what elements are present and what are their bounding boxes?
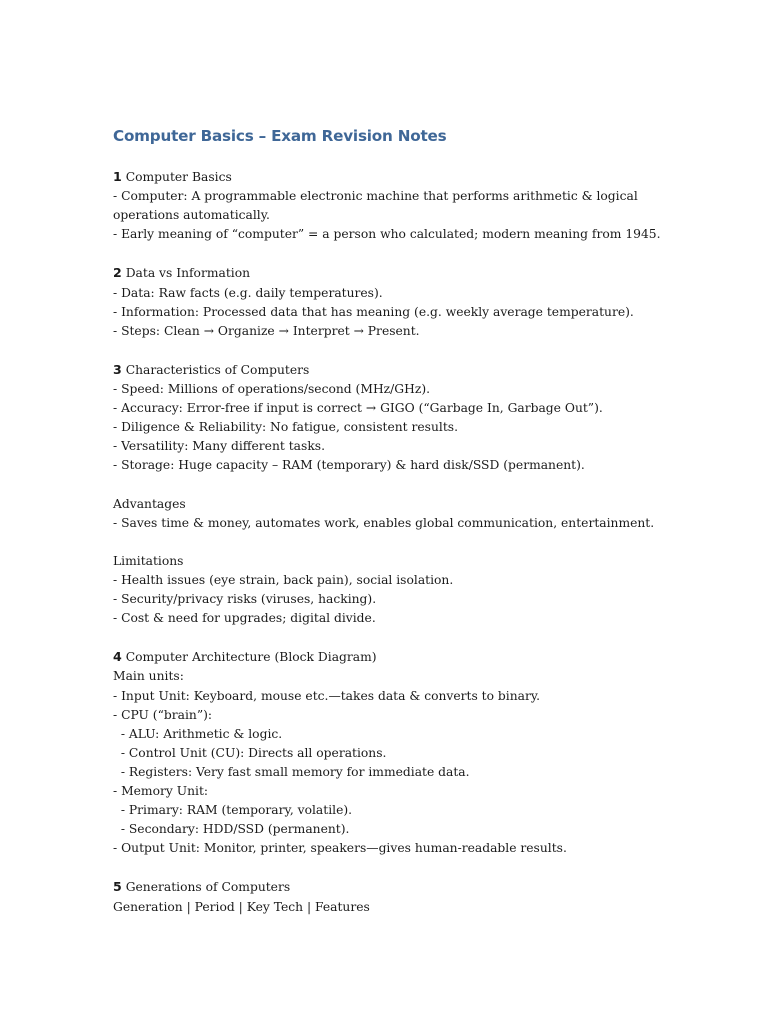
- section-heading: [113, 495, 673, 514]
- text-line: - ALU: Arithmetic & logic.: [113, 726, 283, 741]
- text-line: - Early meaning of “computer” = a person who calculated; modern meaning from 1945.: [113, 227, 661, 242]
- section-limitations: [113, 552, 673, 628]
- document-title: Computer Basics – Exam Revision Notes: [113, 127, 447, 145]
- text-line: - Input Unit: Keyboard, mouse etc.—takes data & converts to binary.: [113, 688, 541, 703]
- text-line: - Security/privacy risks (viruses, hacking).: [113, 592, 377, 607]
- section-heading-text: Computer Basics: [125, 170, 232, 184]
- section-computer-basics: [113, 167, 673, 244]
- text-line: - Data: Raw facts (e.g. daily temperatures).: [113, 285, 383, 300]
- section-computer-architecture-block-diagram: [113, 647, 673, 858]
- section-heading-text: Computer Architecture (Block Diagram): [125, 650, 377, 665]
- section-heading: [113, 360, 673, 380]
- document-body: [113, 125, 673, 936]
- section-advantages: [113, 495, 673, 533]
- section-number: 3: [113, 361, 122, 377]
- text-line: - Control Unit (CU): Directs all operations.: [113, 745, 387, 760]
- text-line: - Diligence & Reliability: No fatigue, consistent results.: [113, 420, 459, 435]
- text-line: - Speed: Millions of operations/second (MHz/GHz).: [113, 382, 431, 397]
- text-line: - Secondary: HDD/SSD (permanent).: [113, 822, 350, 837]
- text-line: - Primary: RAM (temporary, volatile).: [113, 803, 353, 818]
- text-line: - Computer: A programmable electronic machine that performs arithmetic & logical: [113, 189, 638, 204]
- section-number: 2: [113, 265, 122, 281]
- text-line: - Versatility: Many different tasks.: [113, 439, 325, 454]
- section-heading-text: Characteristics of Computers: [125, 362, 310, 377]
- sections-container: [113, 167, 673, 917]
- section-number: 1: [113, 169, 122, 184]
- text-line: - Registers: Very fast small memory for immediate data.: [113, 764, 470, 779]
- text-line: - CPU (“brain”):: [113, 707, 213, 722]
- text-line: - Saves time & money, automates work, enables global communication, entertainment.: [113, 515, 655, 530]
- text-line: operations automatically.: [113, 208, 270, 223]
- section-heading-text: Generations of Computers: [125, 880, 291, 895]
- section-heading-text: Data vs Information: [125, 266, 251, 281]
- section-heading: [113, 167, 673, 187]
- section-number: 4: [113, 649, 122, 665]
- section-heading-text: Limitations: [113, 553, 184, 568]
- text-line: - Memory Unit:: [113, 784, 209, 798]
- section-heading: [113, 877, 673, 897]
- text-line: - Health issues (eye strain, back pain), social isolation.: [113, 572, 454, 587]
- text-line: - Output Unit: Monitor, printer, speakers—gives human-readable results.: [113, 841, 567, 856]
- text-line: - Information: Processed data that has meaning (e.g. weekly average temperature).: [113, 304, 634, 319]
- section-heading: [113, 552, 673, 571]
- text-line: - Accuracy: Error-free if input is correct → GIGO (“Garbage In, Garbage Out”).: [113, 401, 603, 416]
- text-line: - Storage: Huge capacity – RAM (temporary) & hard disk/SSD (permanent).: [113, 458, 585, 473]
- text-line: - Cost & need for upgrades; digital divide.: [113, 611, 376, 626]
- section-heading: [113, 647, 673, 667]
- section-number: 5: [113, 879, 122, 895]
- text-line: Generation | Period | Key Tech | Features: [113, 899, 370, 914]
- section-heading-text: Advantages: [113, 496, 186, 511]
- text-line: Main units:: [113, 669, 184, 684]
- section-data-vs-information: [113, 263, 673, 340]
- text-line: - Steps: Clean → Organize → Interpret → Present.: [113, 323, 420, 338]
- section-heading: [113, 263, 673, 283]
- section-generations-of-computers: [113, 877, 673, 916]
- section-characteristics-of-computers: [113, 360, 673, 476]
